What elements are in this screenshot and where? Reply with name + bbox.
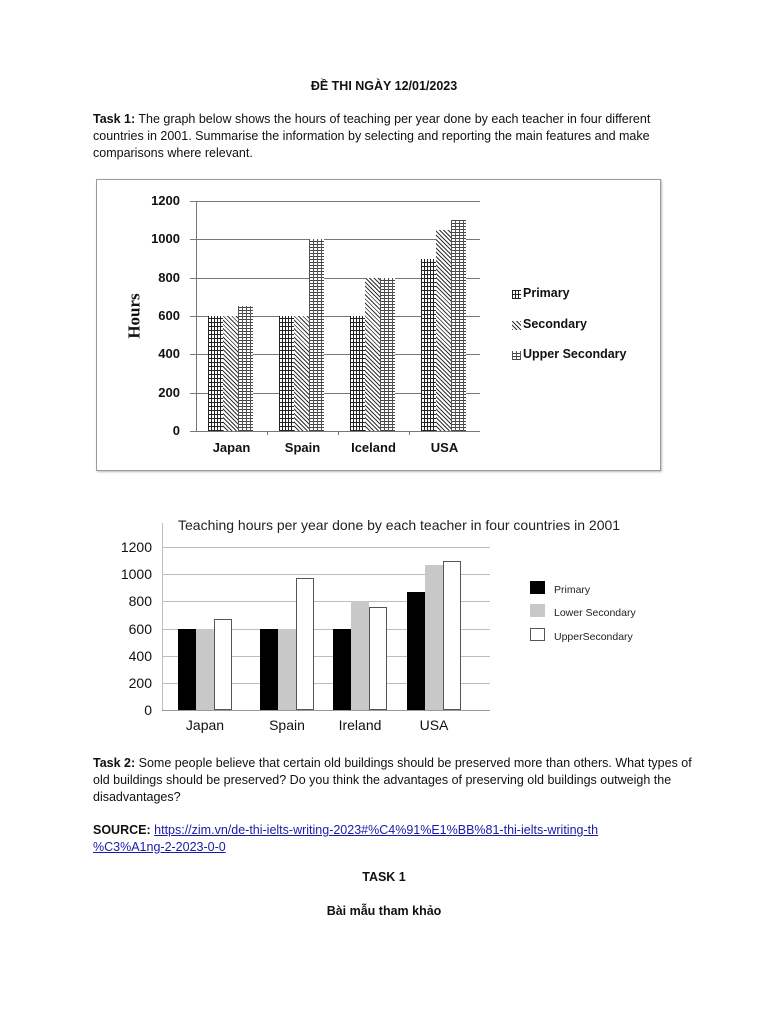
document-title: ĐỀ THI NGÀY 12/01/2023 [310,79,458,93]
bar-primary [333,629,351,711]
x-category-label: Spain [284,440,321,455]
y-tick-label: 600 [158,308,180,323]
source-paragraph [93,822,693,856]
legend-label: Primary [554,584,591,596]
source-label: SOURCE: [93,823,151,837]
y-tick-label: 0 [144,702,152,718]
source-link[interactable]: https://zim.vn/de-thi-ielts-writing-2023#%C4%91%E1%BB%81-thi-ielts-writing-th %C3%A1ng-2-2023-0-0 [93,823,599,854]
y-tick-label: 800 [158,269,180,285]
bar-upper-secondary [380,278,395,431]
task1-text: The graph below shows the hours of teaching per year done by each teacher in four different countries in 2001. Summarise the information by selecting and reporting the main features and make comparisons where relevant. [93,112,651,160]
legend-swatch-icon [512,351,521,360]
x-category-label: USA [419,717,449,733]
task1-label: Task 1: [93,112,136,126]
legend-label: UpperSecondary [554,631,633,643]
legend-label: Primary [523,286,570,300]
x-category-label: Ireland [338,717,382,733]
bar-uppersecondary [214,619,232,710]
y-tick-label: 1200 [151,193,180,208]
bar-primary [260,629,278,711]
x-tick [267,431,268,435]
bar-secondary [294,316,309,431]
y-tick-label: 1000 [151,231,180,247]
gridline [162,547,490,548]
task2-label: Task 2: [93,756,136,770]
legend-label: Lower Secondary [554,607,636,619]
x-category-label: Iceland [351,440,396,455]
task2-paragraph [93,755,693,806]
bar-primary [279,316,294,431]
y-tick-label: 400 [158,346,180,362]
gridline [190,201,480,202]
bar-primary [407,592,425,710]
bar-lower-secondary [425,565,443,710]
bar-lower-secondary [351,601,369,710]
gridline [190,431,480,432]
bar-secondary [436,230,451,431]
task1-paragraph [93,111,683,162]
x-category-label: USA [430,440,459,455]
legend-swatch-icon [530,604,545,617]
y-tick-label: 1200 [120,539,152,555]
bar-upper-secondary [309,239,324,431]
y-tick-label: 0 [172,423,180,438]
sub-heading: Bài mẫu tham khảo [326,904,442,918]
bar-lower-secondary [196,629,214,711]
x-category-label: Japan [212,440,251,455]
x-category-label: Japan [185,717,225,733]
bar-primary [208,316,223,431]
bar-uppersecondary [369,607,387,710]
y-tick-label: 800 [128,593,152,610]
legend-swatch-icon [530,581,545,594]
x-tick [409,431,410,435]
y-tick-label: 200 [158,384,180,400]
legend-swatch-icon [512,290,521,299]
x-tick [338,431,339,435]
x-axis [162,710,490,711]
legend-label: Upper Secondary [523,347,627,361]
x-category-label: Spain [269,717,305,733]
bar-upper-secondary [451,220,466,431]
bar-primary [178,629,196,711]
legend-label: Secondary [523,317,587,331]
bar-uppersecondary [443,561,461,710]
bar-primary [350,316,365,431]
bar-uppersecondary [296,578,314,710]
bar-upper-secondary [238,306,253,431]
legend-swatch-icon [530,628,545,641]
chart-title: Teaching hours per year done by each teacher in four countries in 2001 [178,517,621,533]
y-tick-label: 600 [128,620,152,637]
legend-swatch-icon [512,321,521,330]
bar-secondary [365,278,380,431]
y-axis [162,523,163,710]
y-tick-label: 1000 [120,566,152,583]
bar-primary [421,259,436,432]
bar-lower-secondary [278,629,296,711]
y-tick-label: 400 [128,647,152,664]
section-heading: TASK 1 [362,870,406,884]
y-axis-label: Hours [124,293,144,339]
y-tick-label: 200 [128,674,152,691]
y-axis [196,201,197,431]
bar-secondary [223,316,238,431]
task2-text: Some people believe that certain old buildings should be preserved more than others. What types of old buildings should be preserved? Do you think the advantages of preserving old buildings outweigh the disadvantages? [93,756,692,804]
